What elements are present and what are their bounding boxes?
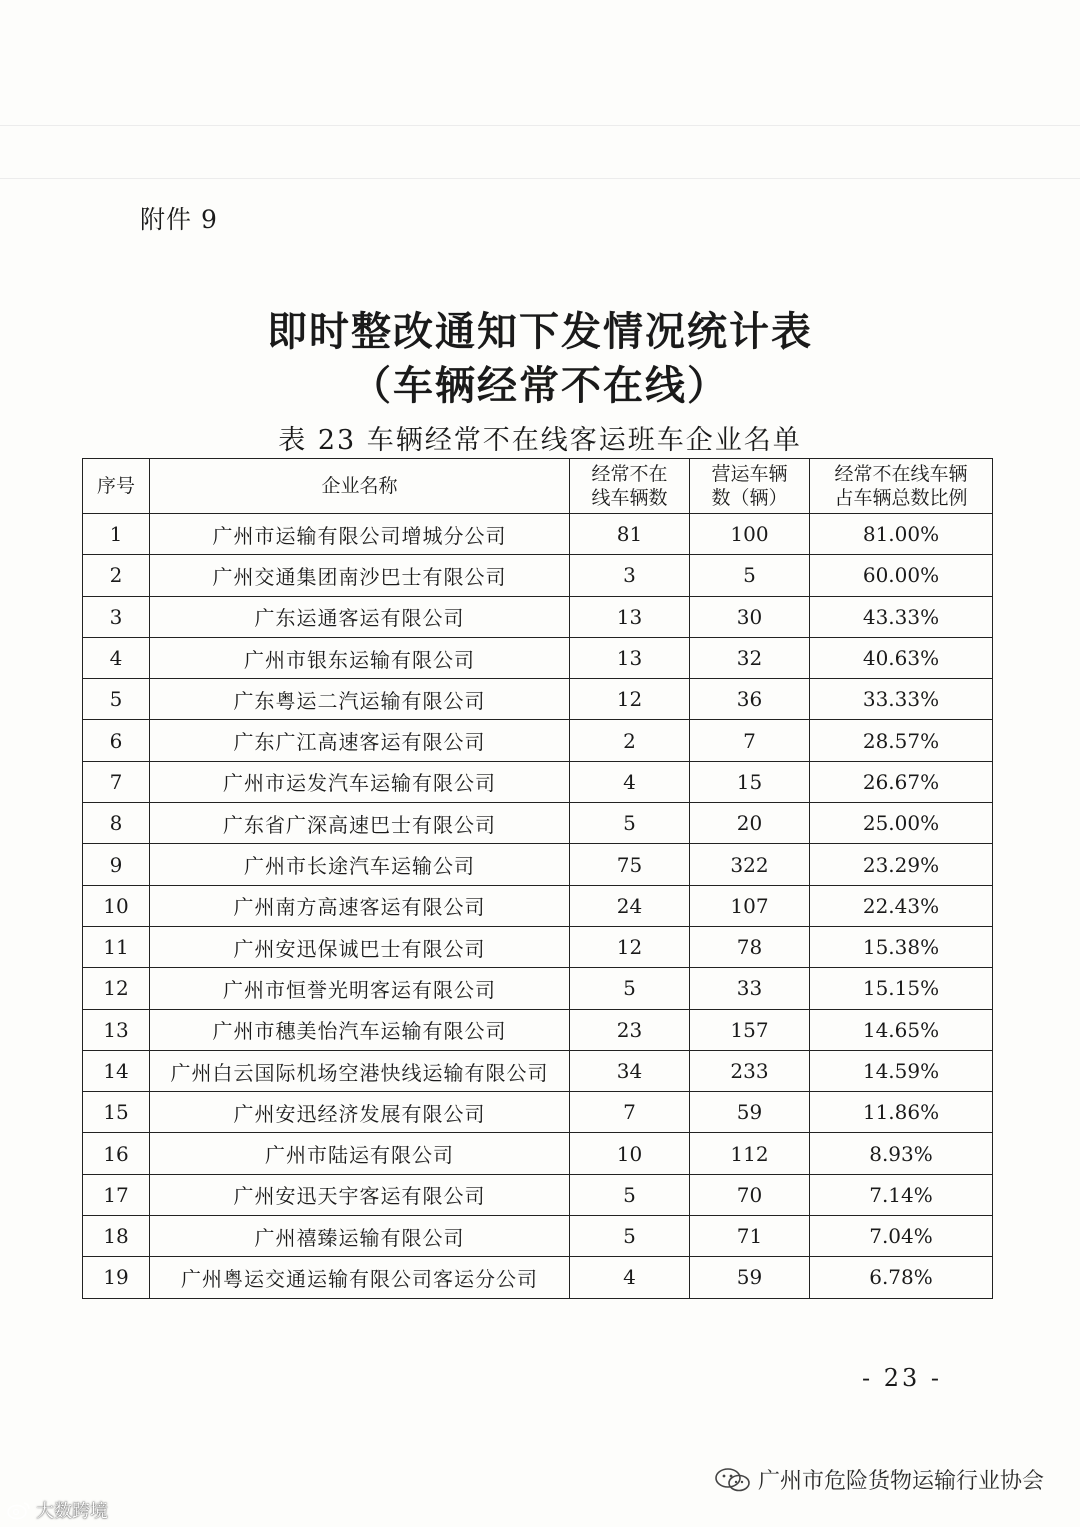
table-row — [83, 555, 993, 596]
cell-index: 2 — [83, 555, 150, 596]
cell-company: 广州市运输有限公司增城分公司 — [150, 514, 570, 555]
cell-operating-count: 7 — [690, 720, 810, 761]
cell-company: 广州安迅天宇客运有限公司 — [150, 1174, 570, 1215]
cell-operating-count: 70 — [690, 1174, 810, 1215]
cell-company: 广州交通集团南沙巴士有限公司 — [150, 555, 570, 596]
scan-artifact-line — [0, 125, 1080, 126]
cell-index: 15 — [83, 1092, 150, 1133]
cell-company: 广州安迅保诚巴士有限公司 — [150, 926, 570, 967]
cell-operating-count: 36 — [690, 679, 810, 720]
cell-operating-count: 71 — [690, 1216, 810, 1257]
cell-offline-ratio: 81.00% — [810, 514, 993, 555]
cell-company: 广州安迅经济发展有限公司 — [150, 1092, 570, 1133]
page-title: 即时整改通知下发情况统计表 — [267, 308, 813, 355]
header-index: 序号 — [83, 459, 150, 514]
table-row — [83, 1092, 993, 1133]
cell-offline-ratio: 6.78% — [810, 1257, 993, 1298]
table-row — [83, 1216, 993, 1257]
header-operating-count: 营运车辆 数（辆） — [690, 459, 810, 514]
cell-offline-ratio: 14.59% — [810, 1050, 993, 1091]
cell-offline-ratio: 25.00% — [810, 803, 993, 844]
cell-index: 8 — [83, 803, 150, 844]
cell-operating-count: 100 — [690, 514, 810, 555]
cell-offline-count: 3 — [570, 555, 690, 596]
table-row — [83, 637, 993, 678]
cell-offline-ratio: 28.57% — [810, 720, 993, 761]
cell-offline-ratio: 15.38% — [810, 926, 993, 967]
table-header-row — [83, 459, 993, 514]
cell-index: 17 — [83, 1174, 150, 1215]
cell-offline-count: 13 — [570, 596, 690, 637]
table-row — [83, 1174, 993, 1215]
cell-company: 广东粤运二汽运输有限公司 — [150, 679, 570, 720]
cell-offline-count: 75 — [570, 844, 690, 885]
header-offline-ratio: 经常不在线车辆 占车辆总数比例 — [810, 459, 993, 514]
cell-index: 5 — [83, 679, 150, 720]
wechat-watermark — [714, 1464, 1044, 1495]
cell-operating-count: 322 — [690, 844, 810, 885]
table-row — [83, 679, 993, 720]
cell-index: 12 — [83, 968, 150, 1009]
table-row — [83, 514, 993, 555]
cell-offline-ratio: 7.14% — [810, 1174, 993, 1215]
table-row — [83, 1133, 993, 1174]
table-caption: 表 23 车辆经常不在线客运班车企业名单 — [278, 425, 802, 456]
cell-offline-ratio: 7.04% — [810, 1216, 993, 1257]
cell-operating-count: 32 — [690, 637, 810, 678]
cell-offline-count: 7 — [570, 1092, 690, 1133]
cell-operating-count: 5 — [690, 555, 810, 596]
cell-offline-count: 81 — [570, 514, 690, 555]
cell-offline-count: 5 — [570, 1216, 690, 1257]
cell-index: 19 — [83, 1257, 150, 1298]
table-row — [83, 1009, 993, 1050]
attachment-label: 附件 9 — [140, 205, 218, 234]
cell-index: 10 — [83, 885, 150, 926]
cell-offline-ratio: 33.33% — [810, 679, 993, 720]
cell-company: 广州粤运交通运输有限公司客运分公司 — [150, 1257, 570, 1298]
cell-offline-ratio: 14.65% — [810, 1009, 993, 1050]
cell-company: 广州市长途汽车运输公司 — [150, 844, 570, 885]
cell-company: 广东运通客运有限公司 — [150, 596, 570, 637]
cell-index: 11 — [83, 926, 150, 967]
table-row — [83, 844, 993, 885]
cell-index: 6 — [83, 720, 150, 761]
cell-company: 广州市运发汽车运输有限公司 — [150, 761, 570, 802]
cell-offline-count: 23 — [570, 1009, 690, 1050]
cell-offline-count: 10 — [570, 1133, 690, 1174]
cell-index: 16 — [83, 1133, 150, 1174]
table-row — [83, 1257, 993, 1298]
header-offline-count: 经常不在 线车辆数 — [570, 459, 690, 514]
table-row — [83, 761, 993, 802]
cell-offline-count: 5 — [570, 968, 690, 1009]
page-subtitle: （车辆经常不在线） — [351, 362, 729, 409]
cell-operating-count: 30 — [690, 596, 810, 637]
table-row — [83, 926, 993, 967]
cell-offline-ratio: 40.63% — [810, 637, 993, 678]
cell-index: 1 — [83, 514, 150, 555]
offline-vehicles-table — [82, 458, 993, 1299]
cell-company: 广州南方高速客运有限公司 — [150, 885, 570, 926]
cell-offline-count: 13 — [570, 637, 690, 678]
cell-offline-count: 2 — [570, 720, 690, 761]
header-company: 企业名称 — [150, 459, 570, 514]
cell-offline-count: 24 — [570, 885, 690, 926]
cell-offline-ratio: 26.67% — [810, 761, 993, 802]
table-body — [83, 514, 993, 1299]
cell-index: 18 — [83, 1216, 150, 1257]
cell-operating-count: 33 — [690, 968, 810, 1009]
cell-company: 广州市银东运输有限公司 — [150, 637, 570, 678]
cell-offline-ratio: 8.93% — [810, 1133, 993, 1174]
cell-company: 广州禧臻运输有限公司 — [150, 1216, 570, 1257]
cell-operating-count: 59 — [690, 1257, 810, 1298]
page-number: - 23 - — [862, 1364, 943, 1392]
cell-index: 14 — [83, 1050, 150, 1091]
cell-operating-count: 59 — [690, 1092, 810, 1133]
cell-offline-ratio: 60.00% — [810, 555, 993, 596]
table-row — [83, 596, 993, 637]
cell-operating-count: 20 — [690, 803, 810, 844]
cell-index: 7 — [83, 761, 150, 802]
table-row — [83, 885, 993, 926]
watermark-org-name: 广州市危险货物运输行业协会 — [757, 1469, 1044, 1494]
table-row — [83, 803, 993, 844]
cell-offline-count: 5 — [570, 1174, 690, 1215]
table-row — [83, 1050, 993, 1091]
cell-offline-ratio: 23.29% — [810, 844, 993, 885]
cell-company: 广州市陆运有限公司 — [150, 1133, 570, 1174]
cell-offline-count: 5 — [570, 803, 690, 844]
cell-company: 广州白云国际机场空港快线运输有限公司 — [150, 1050, 570, 1091]
cell-operating-count: 112 — [690, 1133, 810, 1174]
cell-operating-count: 157 — [690, 1009, 810, 1050]
cell-company: 广州市穗美怡汽车运输有限公司 — [150, 1009, 570, 1050]
cell-operating-count: 233 — [690, 1050, 810, 1091]
cell-company: 广东广江高速客运有限公司 — [150, 720, 570, 761]
cell-operating-count: 107 — [690, 885, 810, 926]
cell-offline-ratio: 43.33% — [810, 596, 993, 637]
cell-offline-count: 4 — [570, 1257, 690, 1298]
weibo-watermark — [6, 1497, 108, 1523]
cell-company: 广东省广深高速巴士有限公司 — [150, 803, 570, 844]
cell-company: 广州市恒誉光明客运有限公司 — [150, 968, 570, 1009]
cell-operating-count: 15 — [690, 761, 810, 802]
table-row — [83, 720, 993, 761]
cell-offline-count: 12 — [570, 679, 690, 720]
cell-index: 13 — [83, 1009, 150, 1050]
wechat-icon — [714, 1467, 752, 1493]
cell-offline-count: 34 — [570, 1050, 690, 1091]
cell-index: 9 — [83, 844, 150, 885]
scan-artifact-line — [0, 178, 1080, 179]
cell-offline-count: 4 — [570, 761, 690, 802]
watermark-brand: 大数跨境 — [36, 1501, 108, 1522]
cell-index: 4 — [83, 637, 150, 678]
cell-offline-ratio: 11.86% — [810, 1092, 993, 1133]
table-row — [83, 968, 993, 1009]
cell-offline-ratio: 15.15% — [810, 968, 993, 1009]
cell-operating-count: 78 — [690, 926, 810, 967]
cell-offline-ratio: 22.43% — [810, 885, 993, 926]
weibo-icon — [6, 1500, 32, 1520]
cell-index: 3 — [83, 596, 150, 637]
cell-offline-count: 12 — [570, 926, 690, 967]
